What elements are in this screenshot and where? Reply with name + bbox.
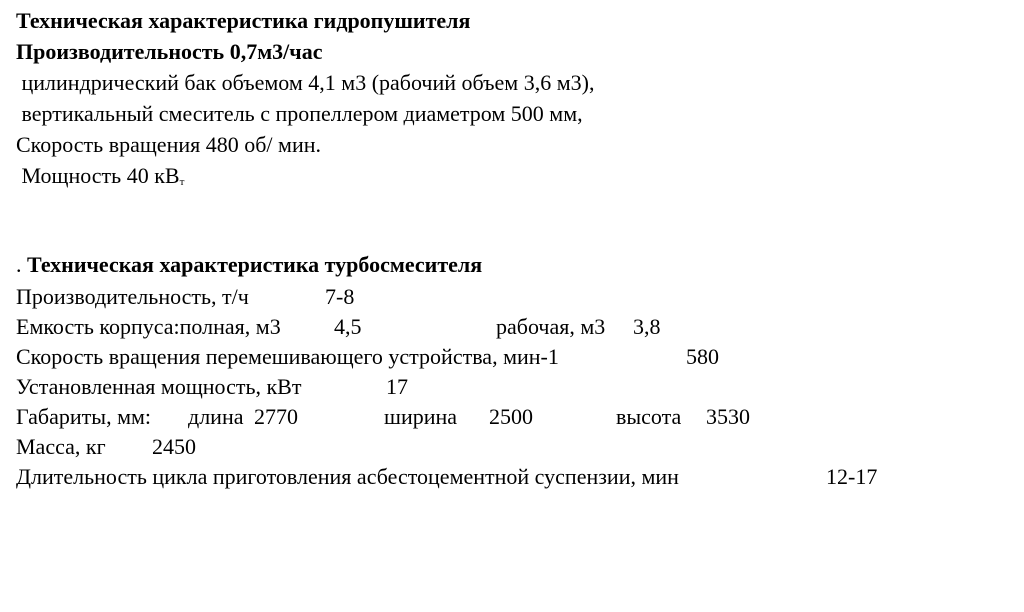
power-text: Мощность 40 кВ	[16, 163, 180, 188]
spec-value: 2450	[152, 434, 196, 459]
spec-label: Емкость корпуса:полная, м3	[16, 314, 281, 339]
section1-speed: Скорость вращения 480 об/ мин.	[16, 132, 322, 157]
section2-title-prefix: .	[16, 252, 27, 277]
section2-title: Техническая характеристика турбосмесителя	[27, 252, 483, 277]
spec-label: Масса, кг	[16, 434, 106, 459]
dimension-height-value: 3530	[706, 404, 750, 429]
section1-tank: цилиндрический бак объемом 4,1 м3 (рабочий объем 3,6 м3),	[16, 70, 595, 95]
section1-title: Техническая характеристика гидропушителя	[16, 8, 471, 33]
spec-row-dimensions	[16, 404, 1016, 430]
dimension-height-label: высота	[616, 404, 682, 429]
spec-value: 4,5	[334, 314, 362, 339]
power-subscript: т	[179, 176, 185, 188]
spec-value: 580	[686, 344, 719, 369]
spec-row-rotation-speed	[16, 344, 1016, 370]
dimension-length-value: 2770	[254, 404, 298, 429]
section1-power	[16, 163, 184, 195]
spec-value-working: 3,8	[633, 314, 661, 339]
dimension-width-value: 2500	[489, 404, 533, 429]
spec-row-cycle-duration	[16, 464, 1016, 490]
spec-label: Габариты, мм:	[16, 404, 152, 429]
spec-label: Производительность, т/ч	[16, 284, 249, 309]
spec-label-working: рабочая, м3	[496, 314, 606, 339]
spec-label: Длительность цикла приготовления асбестоцементной суспензии, мин	[16, 464, 679, 489]
spec-label: Установленная мощность, кВт	[16, 374, 302, 399]
dimension-length-label: длина	[188, 404, 244, 429]
dimension-width-label: ширина	[384, 404, 458, 429]
section1-capacity: Производительность 0,7м3/час	[16, 39, 323, 64]
section1-mixer: вертикальный смеситель с пропеллером диаметром 500 мм,	[16, 101, 583, 126]
spec-row-productivity	[16, 284, 1016, 310]
spec-row-power	[16, 374, 1016, 400]
spec-value: 17	[386, 374, 408, 399]
spec-row-mass	[16, 434, 1016, 460]
spec-row-volume	[16, 314, 1016, 340]
spec-value: 12-17	[826, 464, 878, 489]
spec-value: 7-8	[325, 284, 355, 309]
section2-title-line	[16, 252, 482, 278]
spec-label: Скорость вращения перемешивающего устройства, мин-1	[16, 344, 559, 369]
